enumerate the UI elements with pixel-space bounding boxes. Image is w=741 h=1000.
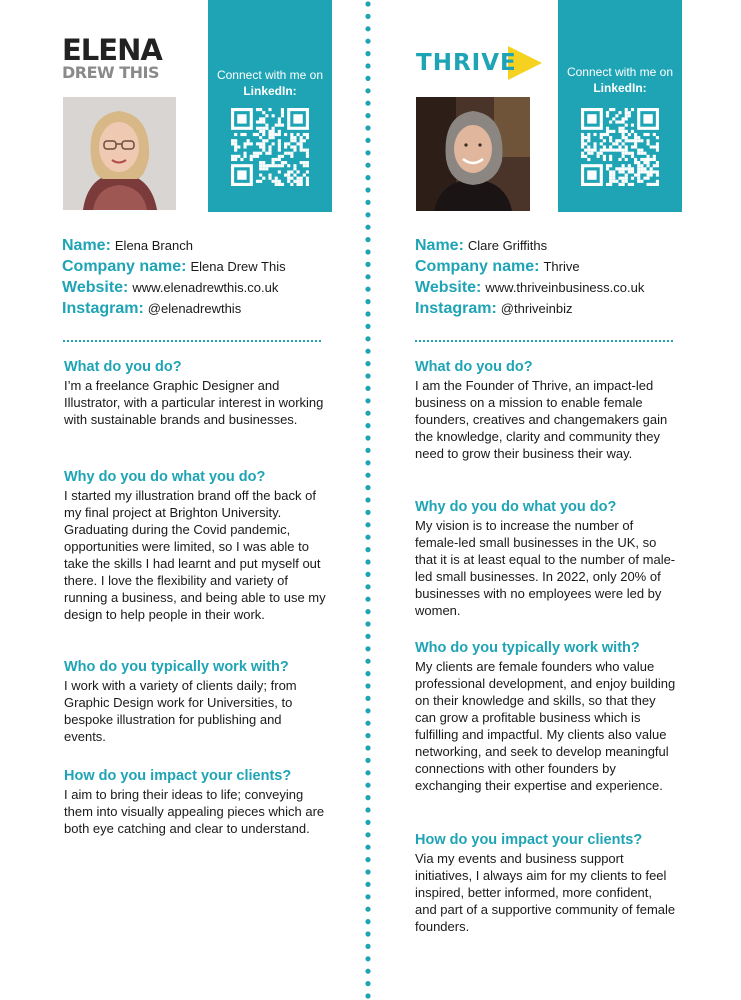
profile-clare (376, 0, 741, 1000)
qa-how: How do you impact your clients? Via my events and business support initiatives, I always aim for my clients to feel inspired, better informed, more confident, and part of a supportive community of female founders. (415, 832, 676, 934)
section-divider (415, 340, 673, 342)
qa-why: Why do you do what you do? I started my illustration brand off the back of my final project at Brighton University. Graduating during the Covid pandemic, opportunities were limited, so I was able to take the skills I had learnt and put myself out there. I love the flexibility and variety of running a business, and being able to use my design to help people in their work. (64, 469, 326, 622)
instagram-row[interactable]: Instagram: @thriveinbiz (415, 300, 573, 317)
qa-what: What do you do? I’m a freelance Graphic Designer and Illustrator, with a particular interest in working with sustainable brands and businesses. (64, 359, 324, 427)
website-row[interactable]: Website: www.thriveinbusiness.co.uk (415, 279, 645, 296)
linkedin-qr-code-icon[interactable] (581, 108, 659, 186)
company-row: Company name: Elena Drew This (62, 258, 286, 275)
linkedin-qr-panel[interactable] (208, 0, 332, 212)
vertical-dotted-divider (364, 0, 372, 1000)
contact-details (62, 235, 352, 319)
linkedin-qr-code-icon[interactable] (231, 108, 309, 186)
contact-details (415, 235, 705, 319)
thrive-logo: THRIVE (416, 50, 517, 82)
connect-linkedin-text: Connect with me on LinkedIn: (566, 65, 674, 95)
name-row: Name: Elena Branch (62, 237, 193, 254)
clare-photo (416, 97, 530, 211)
website-row[interactable]: Website: www.elenadrewthis.co.uk (62, 279, 279, 296)
company-row: Company name: Thrive (415, 258, 580, 275)
qa-who: Who do you typically work with? I work with a variety of clients daily; from Graphic Design work for Universities, to bespoke illustration for publishing and events. (64, 659, 297, 744)
instagram-handle: @elenadrewthis (147, 301, 242, 316)
qa-what: What do you do? I am the Founder of Thrive, an impact-led business on a mission to enable female founders, creatives and changemakers gain the knowledge, clarity and community they need to grow their business their way. (415, 359, 668, 461)
qa-who: Who do you typically work with? My clients are female founders who value professional development, and enjoy building on their knowledge and skills, so that they can grow a profitable business which is fulfilling and impactful. My clients also value networking, and seek to develop meaningful connections with other founders by exchanging their expertise and experience. (415, 640, 676, 793)
website-link: www.elenadrewthis.co.uk (132, 280, 279, 295)
qa-how: How do you impact your clients? I aim to bring their ideas to life; conveying them into visually appealing pieces which are both eye catching and clear to understand. (64, 768, 325, 836)
profile-elena (0, 0, 360, 1000)
website-link: www.thriveinbusiness.co.uk (485, 280, 645, 295)
name-row: Name: Clare Griffiths (415, 237, 548, 254)
linkedin-qr-panel[interactable] (558, 0, 682, 212)
elena-drew-this-logo: ELENA DREW THIS (62, 33, 162, 82)
instagram-row[interactable]: Instagram: @elenadrewthis (62, 300, 242, 317)
qa-why: Why do you do what you do? My vision is to increase the number of female-led small businesses in the UK, so that it is at least equal to the number of male-led small businesses. In 2022, only 20% of businesses with no employees were led by women. (415, 499, 676, 618)
connect-linkedin-text: Connect with me on LinkedIn: (216, 68, 324, 98)
section-divider (63, 340, 321, 342)
elena-photo (63, 97, 176, 210)
instagram-handle: @thriveinbiz (500, 301, 573, 316)
